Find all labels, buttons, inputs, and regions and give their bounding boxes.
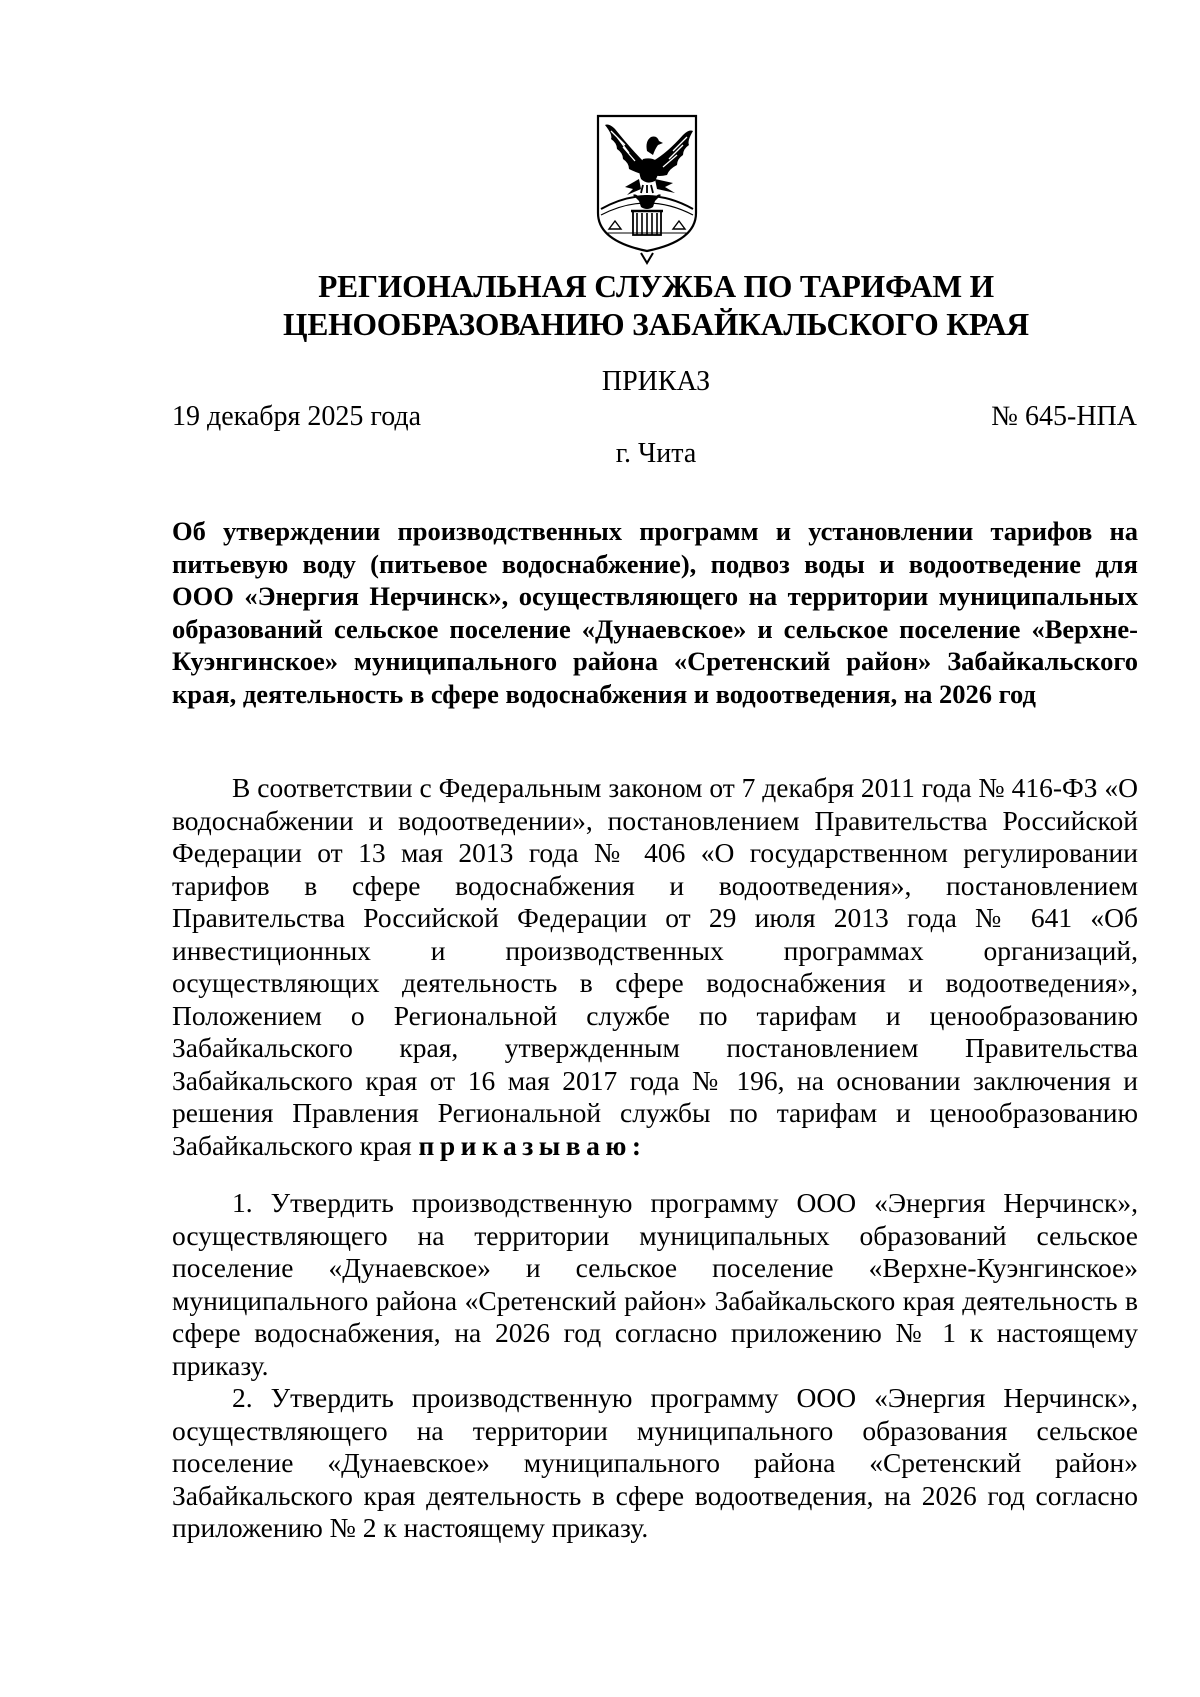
preamble-paragraph	[172, 772, 1138, 1162]
order-word: приказываю:	[418, 1129, 647, 1161]
document-number: № 645-НПА	[991, 401, 1137, 432]
document-city: г. Чита	[615, 438, 697, 469]
order-item-1: 1. Утвердить производственную программу ООО «Энергия Нерчинск», осуществляющего на территории муниципальных образований сельское поселение «Дунаевское» и сельское поселение «Верхне-Куэнгинское» муниципального района «Сретенский район» Забайкальского края деятельность в сфере водоснабжения, на 2026 год согласно приложению № 1 к настоящему приказу.	[172, 1187, 1138, 1381]
org-name-line2: ЦЕНООБРАЗОВАНИЮ ЗАБАЙКАЛЬСКОГО КРАЯ	[283, 307, 1029, 342]
order-item-2: 2. Утвердить производственную программу ООО «Энергия Нерчинск», осуществляющего на территории муниципального образования сельское поселение «Дунаевское» муниципального района «Сретенский район» Забайкальского края деятельность в сфере водоотведения, на 2026 год согласно приложению № 2 к настоящему приказу.	[172, 1382, 1138, 1543]
document-type: ПРИКАЗ	[601, 366, 711, 397]
preamble-text: В соответствии с Федеральным законом от 7 декабря 2011 года № 416-ФЗ «О водоснабжении и водоотведении», постановлением Правительства Российской Федерации от 13 мая 2013 года № 406 «О государственном регулировании тарифов в сфере водоснабжения и водоотведения», постановлением Правительства Российской Федерации от 29 июля 2013 года № 641 «Об инвестиционных и производственных программах организаций, осуществляющих деятельность в сфере водоснабжения и водоотведения», Положением о Региональной службе по тарифам и ценообразованию Забайкальского края, утвержденным постановлением Правительства Забайкальского края от 16 мая 2017 года № 196, на основании заключения и решения Правления Региональной службы по тарифам и ценообразованию Забайкальского края	[172, 772, 1138, 1161]
document-date: 19 декабря 2025 года	[172, 401, 422, 432]
coat-of-arms-icon	[595, 113, 699, 265]
document-heading: Об утверждении производственных программ и установлении тарифов на питьевую воду (питьевое водоснабжение), подвоз воды и водоотведение для ООО «Энергия Нерчинск», осуществляющего на территории муниципальных образований сельское поселение «Дунаевское» и сельское поселение «Верхне-Куэнгинское» муниципального района «Сретенский район» Забайкальского края, деятельность в сфере водоснабжения и водоотведения, на 2026 год	[172, 516, 1138, 709]
org-name-line1: РЕГИОНАЛЬНАЯ СЛУЖБА ПО ТАРИФАМ И	[318, 269, 994, 304]
